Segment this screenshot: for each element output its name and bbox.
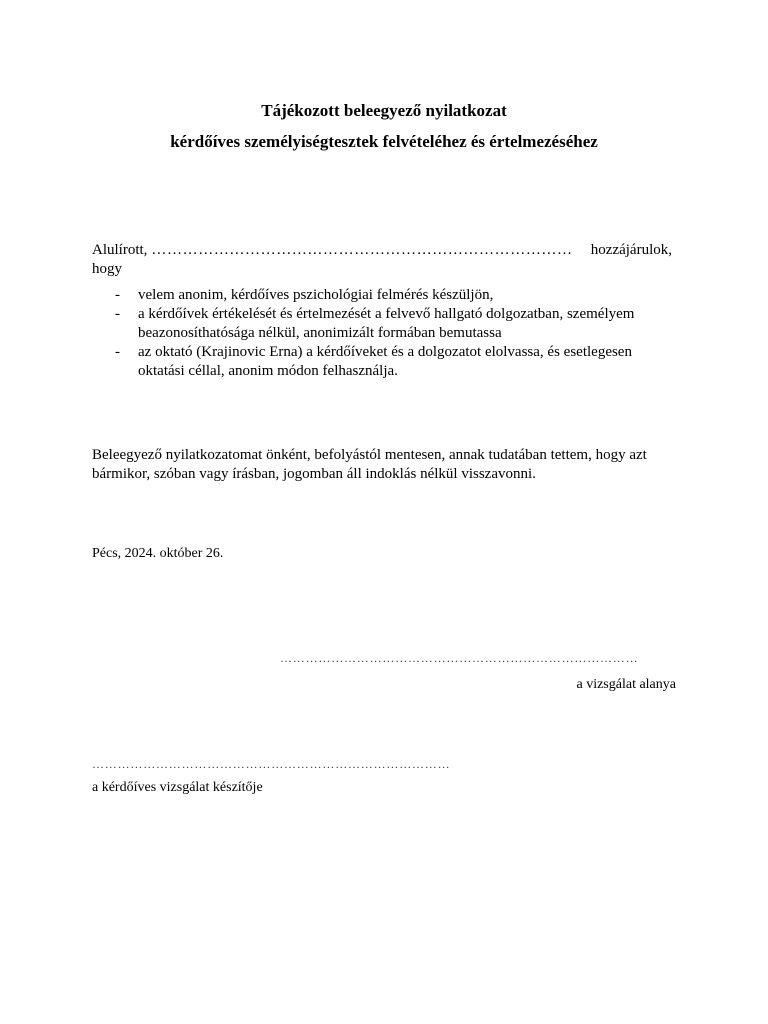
consent-bullet-list [92,286,672,381]
document-subtitle: kérdőíves személyiségtesztek felvételéhez és értelmezéséhez [170,132,598,151]
intro-line2: hogy [92,261,122,277]
consent-statement: Beleegyező nyilatkozatomat önként, befolyástól mentesen, annak tudatában tettem, hogy azt bármikor, szóban vagy írásban, jogomban áll indoklás nélkül visszavonni. [92,447,647,482]
bullet-dash: - [115,306,120,322]
bullet-text: velem anonim, kérdőíves pszichológiai felmérés készüljön, [138,287,494,303]
consent-intro [92,241,672,279]
date-line: Pécs, 2024. október 26. [92,546,224,561]
signature-label-researcher: a kérdőíves vizsgálat készítője [92,780,263,795]
bullet-dash: - [115,287,120,303]
list-item [92,305,672,343]
signature-label-subject: a vizsgálat alanya [576,677,676,692]
signature-line-researcher: ………………………………………………………………………… [92,757,451,771]
name-blank-dots: ……………………………………………………………………… [151,242,573,258]
list-item [92,286,672,305]
intro-start: Alulírott, [92,242,148,258]
list-item [92,343,672,381]
signature-line-subject: ………………………………………………………………………… [280,651,639,665]
document-title: Tájékozott beleegyező nyilatkozat [261,101,507,120]
bullet-text: a kérdőívek értékelését és értelmezését a felvevő hallgató dolgozatban, személyem beazonosíthatósága nélkül, anonimizált formában bemutassa [138,306,635,341]
bullet-text: az oktató (Krajinovic Erna) a kérdőíveket és a dolgozatot elolvassa, és esetlegesen oktatási céllal, anonim módon felhasználja. [138,344,632,379]
bullet-dash: - [115,344,120,360]
intro-end: hozzájárulok, [590,242,672,258]
